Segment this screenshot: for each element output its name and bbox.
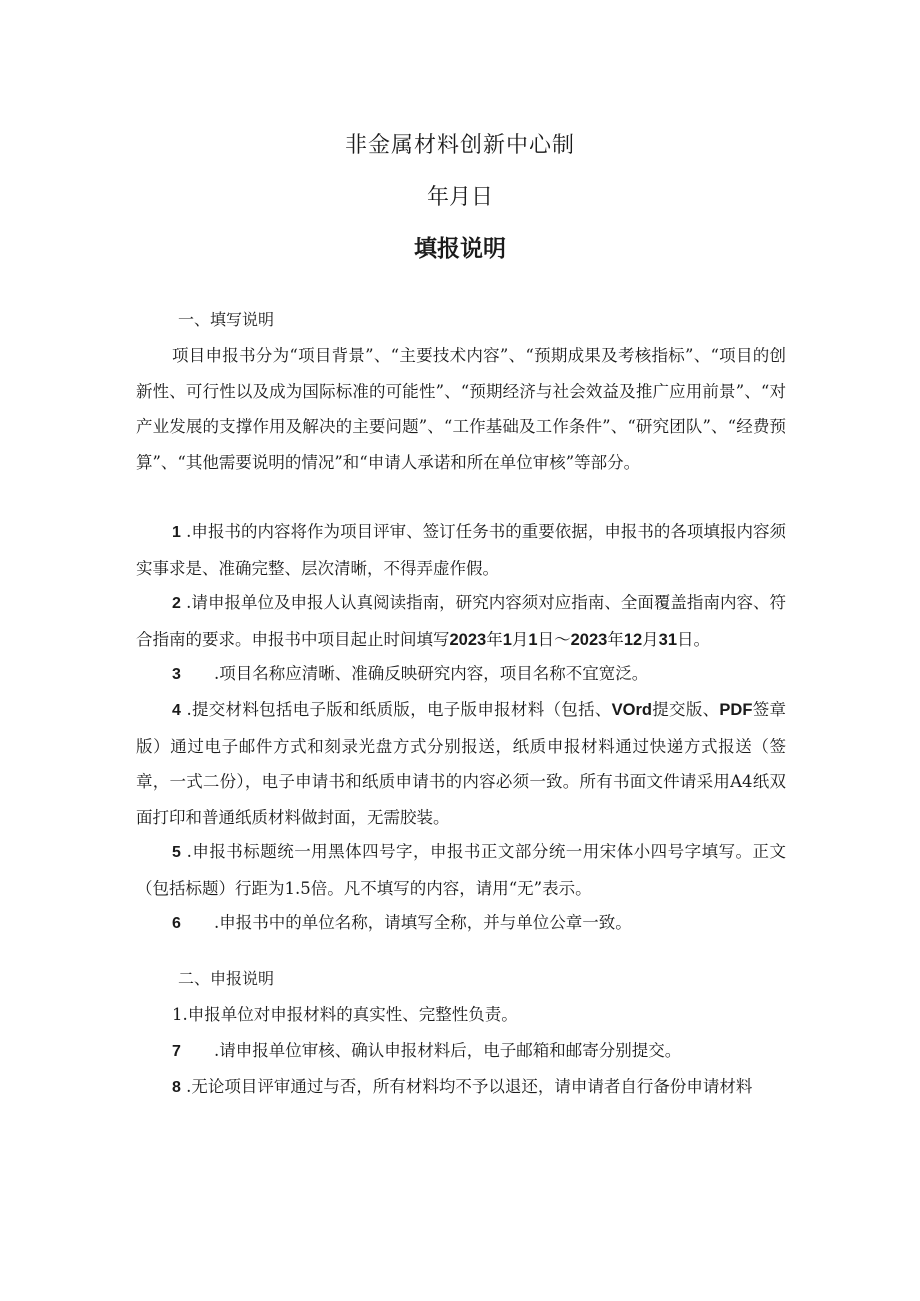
item-text: 申报单位对申报材料的真实性、完整性负责。 [187,1005,518,1024]
start-month: 1 [502,630,512,649]
item-text: .申报书标题统一用黑体四号字，申报书正文部分统一用宋体小四号字填写。正文（包括标题）行距为1.5倍。凡不填写的内容，请用“无”表示。 [136,842,786,898]
unit-text: 年 [486,629,503,649]
intro-paragraph: 项目申报书分为“项目背景”、“主要技术内容”、“预期成果及考核指标”、“项目的创新性、可行性以及成为国际标准的可能性”、“预期经济与社会效益及推广应用前景”、“对产业发展的支撑作用及解决的主要问题”、“工作基础及工作条件”、“研究团队”、“经费预算”、“其他需要说明的情况”和“申请人承诺和所在单位审核”等部分。 [136,346,786,472]
item-text: .无论项目评审通过与否，所有材料均不予以退还，请申请者自行备份申请材料 [180,1077,753,1096]
unit-text: 月 [511,629,529,649]
item-number: 5 [172,844,181,861]
instruction-item-1 [136,514,786,586]
item-text: .请申报单位审核、确认申报材料后，电子邮箱和邮寄分别提交。 [214,1041,682,1060]
page-title: 填报说明 [414,236,506,262]
item-number: 4 [172,702,181,719]
unit-text: 年 [607,629,624,649]
item-text: .请申报单位及申报人认真阅读指南，研究内容须对应指南、全面覆盖指南内容、符合指南的要求。申报书中项目起止时间填写 [136,593,786,649]
item-text: .申报书的内容将作为项目评审、签订任务书的重要依据，申报书的各项填报内容须实事求是、准确完整、层次清晰，不得弄虚作假。 [136,522,786,578]
item-number: 1. [172,1005,188,1024]
item-number: 6 [172,915,181,932]
item-number: 1 [172,524,181,541]
item-number: 2 [172,595,181,612]
date-line: 年月日 [426,185,493,210]
instruction-item-5 [136,834,786,906]
start-year: 2023 [449,630,487,649]
organization-line: 非金属材料创新中心制 [344,133,575,158]
item-number: 8 [172,1079,181,1096]
end-year: 2023 [570,630,608,649]
word-format: VOrd [611,701,652,719]
submission-item-8 [172,1073,752,1097]
item-number: 3 [172,666,181,683]
item-text: .项目名称应清晰、准确反映研究内容，项目名称不宜宽泛。 [214,664,649,683]
end-month: 12 [623,630,643,649]
item-text: .申报书中的单位名称，请填写全称，并与单位公章一致。 [214,913,632,932]
submission-item-7 [172,1037,681,1061]
unit-text: 日。 [677,629,711,649]
item-text: 签章版）通过电子邮件方式和刻录光盘方式分别报送，纸质申报材料通过快递方式报送（签章，一式二份），电子申请书和纸质申请书的内容必须一致。所有书面文件请采用A4纸双面打印和普通纸质材料做封面，无需胶装。 [136,700,786,827]
unit-text: 月 [642,629,659,649]
instruction-item-6 [136,905,786,942]
item-text: 提交版、 [651,700,720,719]
item-number: 7 [172,1043,181,1060]
item-text: .提交材料包括电子版和纸质版，电子版申报材料（包括、 [180,700,612,719]
section-heading-submission: 二、申报说明 [178,969,275,988]
submission-item-1 [172,1001,518,1025]
instruction-item-2 [136,585,786,658]
end-day: 31 [658,630,678,649]
unit-text: 日～ [537,629,571,649]
instruction-item-4 [136,692,786,835]
start-day: 1 [528,630,538,649]
section-heading-fill-instructions: 一、填写说明 [178,310,275,329]
instruction-item-3 [136,656,786,693]
pdf-format: PDF [719,701,753,719]
